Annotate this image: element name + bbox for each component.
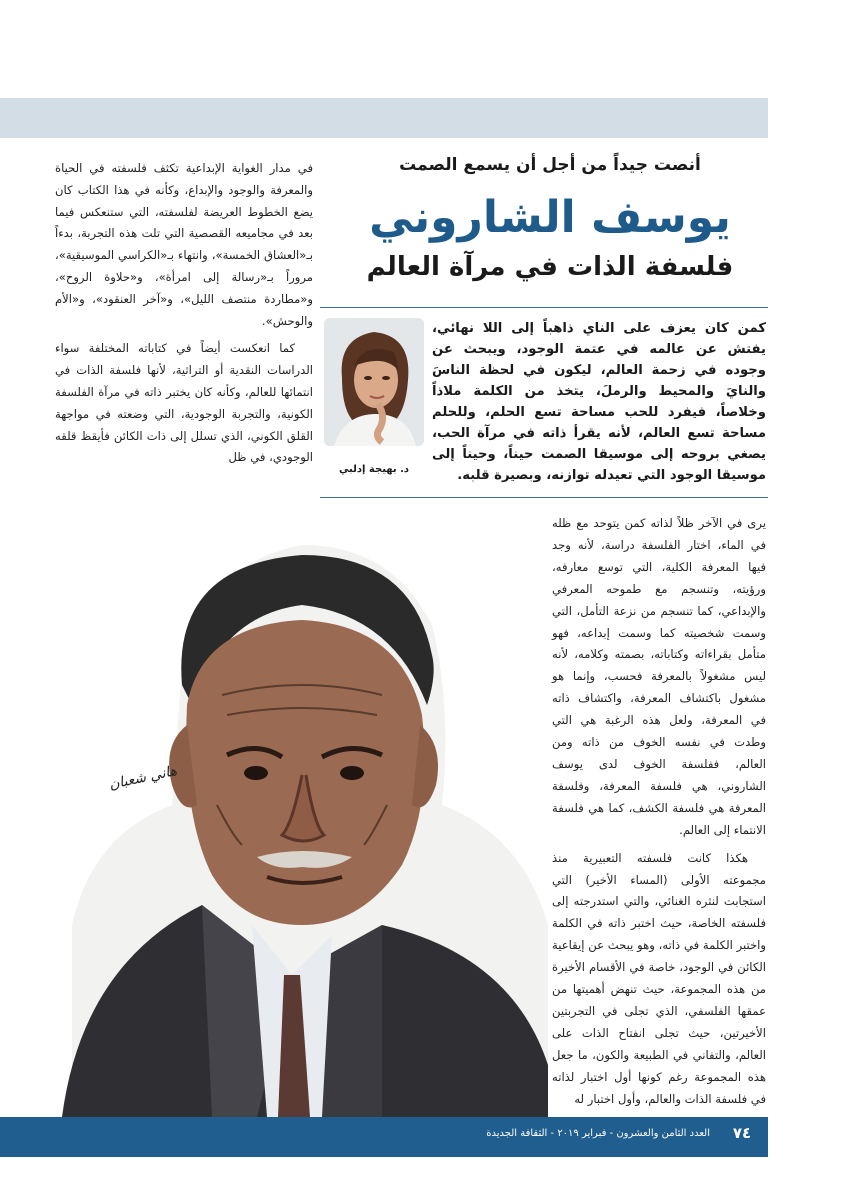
lead-bottom-rule [320,497,768,498]
right-paragraph-1: يرى في الآخر ظلاً لذاته كمن يتوحد مع ظله في الماء، اختار الفلسفة دراسة، لأنه وجد فيها المعرفة الكلية، التي توسع معارفه، ورؤيته، وتنسجم مع طموحه المعرفي والإبداعي، كما تنسجم من نزعة التأمل، التي وسمت شخصيته كما وسمت إبداعه، فهو متأمل بقراءاته وكتاباته، بصمته وكلامه، لأنه ليس مشغولاً بالمعرفة فحسب، وإنما هو مشغول باكتشاف المعرفة، واكتشاف ذاته في المعرفة، ولعل هذه الرغبة هي التي وطدت في نفسه الخوف من ذاته ومن العالم، ففلسفة الخوف لدى يوسف الشاروني، هي فلسفة المعرفة، وفلسفة المعرفة هي فلسفة الكشف، كما هي فلسفة الانتماء إلى العالم. [552,516,766,837]
page-number: ٧٤ [732,1124,752,1142]
author-name: د. بهيجة إدلبي [338,464,410,475]
left-paragraph-2: كما انعكست أيضاً في كتاباته المختلفة سواء الدراسات النقدية أو التراثية، لأنها فلسفة الذات في انتمائها للعالم، وكأنه كان يختبر ذاته في مرآة الفلسفة الكونية، والتجربة الوجودية، التي وضعته في مواجهة القلق الكوني، الذي تسلل إلى ذات الكائن فأيقظ قلقه الوجودي، في ظل [55,341,313,465]
article-kicker: أنصت جيداً من أجل أن يسمع الصمت [399,155,701,175]
right-paragraph-2: هكذا كانت فلسفته التعبيرية منذ مجموعته الأولى (المساء الأخير) التي استجابت لنثره الغنائي، والتي استدرجته إلى فلسفته الخاصة، حيث اختبر ذاته في الكلمة واختبر الكلمة في ذاته، وهو يبحث عن إيقاعية الكائن في الوجود، خاصة في الأقسام الأخيرة من هذه المجموعة، حيث تنهض أهميتها من عمقها الفلسفي، الذي تجلى في التجربتين الأخيرتين، حيث تجلى انفتاح الذات على العالم، والتفاني في الطبيعة والكون، ما جعل هذه المجموعة رغم كونها أول اختبار لذاته في فلسفة الذات والعالم، وأول اختبار له [552,850,766,1106]
illustrator-signature: هاني شعبان [107,763,179,793]
lead-paragraph: كمن كان يعزف على الناي ذاهباً إلى اللا نهائي، يفتش عن عالمه في عتمة الوجود، ويبحث عن وجوده في زحمة العالم، ليكون في لحظة الناسَ والنايَ والمحيط والرملَ، يتخذ من الكلمة ملاذاً وخلاصاً، فيفرد للحب مساحة تسع الحلم، وللحلم مساحة تسع العالم، لأنه يقرأ ذاته في مرآة الحب، يصغي بروحه إلى موسيقا الصمت حيناً، وحيناً إلى موسيقا الوجود التي تعيدله توازنه، وبصيرة قلبه. [432,321,766,483]
author-photo [324,318,424,446]
author-photo-image [324,318,424,446]
lead-top-rule [320,307,768,308]
right-column [552,513,766,1116]
footer-issue-info: العدد الثامن والعشرون - فبراير ٢٠١٩ - الثقافة الجديدة [486,1128,710,1139]
article-subtitle: فلسفة الذات في مرآة العالم [366,252,734,282]
article-title: يوسف الشاروني [369,192,731,243]
header-band-accent [768,98,847,138]
portrait-drawing [52,505,548,1117]
left-paragraph-1: في مدار الغواية الإبداعية تكثف فلسفته في الحياة والمعرفة والوجود والإبداع، وكأنه في هذا الكتاب كان يضع الخطوط العريضة لفلسفته، التي ستنعكس فيما بعد في مجاميعه القصصية التي تلت هذه التجربة، بدءاً بـ«العشاق الخمسة»، وانتهاء بـ«الكراسي الموسيقية»، مروراً بـ«رسالة إلى امرأة»، و«حلاوة الروح»، و«مطاردة منتصف الليل»، و«آخر العنقود»، و«الأم والوحش». [55,161,313,328]
portrait-illustration [52,505,548,1117]
left-column [55,158,313,475]
header-band [0,98,768,138]
